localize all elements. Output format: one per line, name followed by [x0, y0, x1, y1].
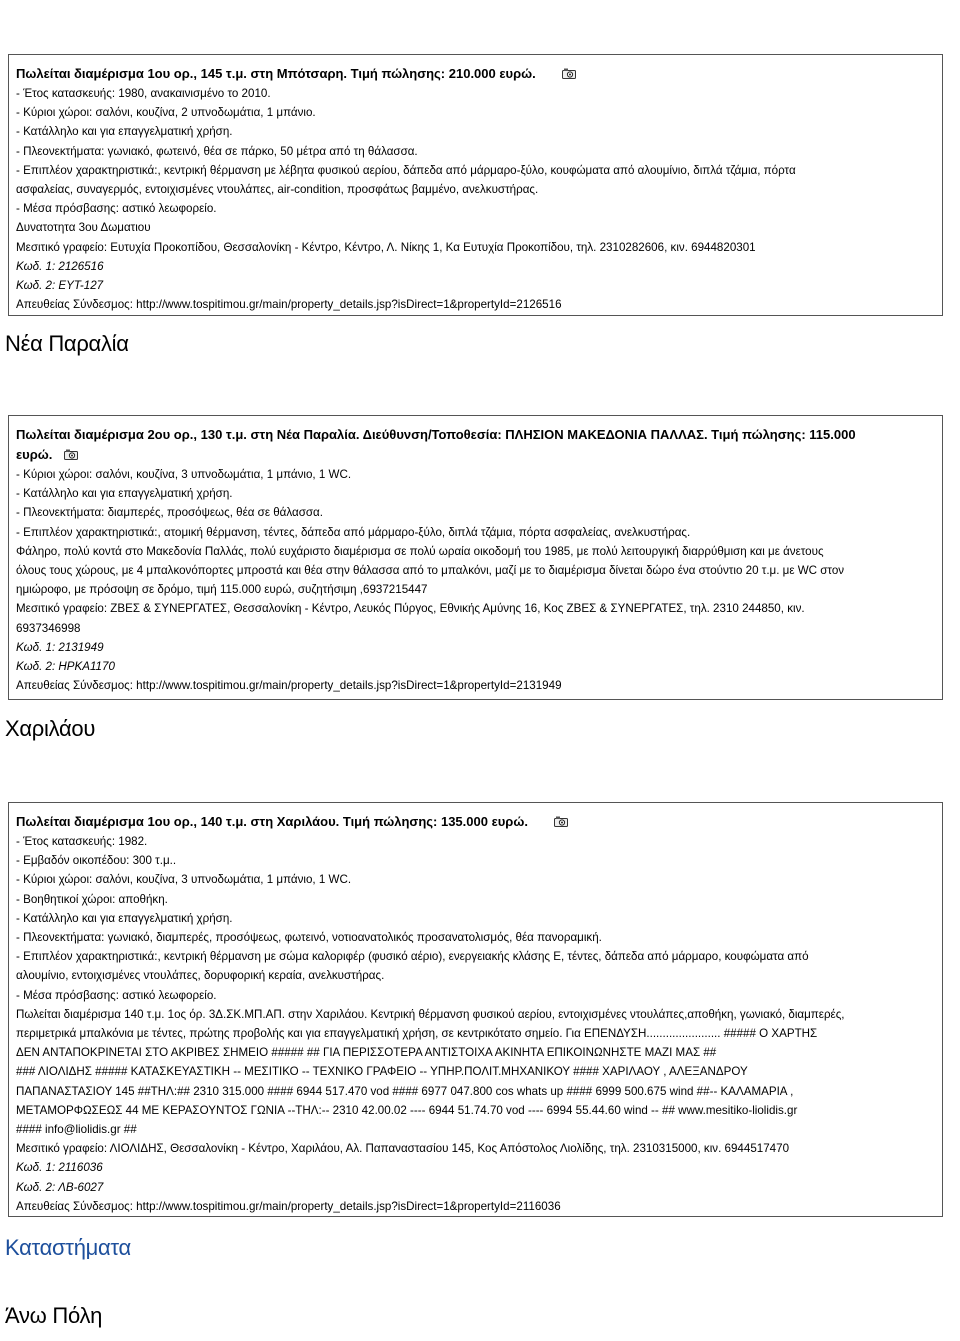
code-1: Κωδ. 1: 2126516 — [16, 259, 104, 273]
listing-detail: - Κατάλληλο και για επαγγελματική χρήση. — [16, 125, 233, 139]
listing-detail: - Εμβαδόν οικοπέδου: 300 τ.μ.. — [16, 854, 177, 868]
code-2: Κωδ. 2: ΛΒ-6027 — [16, 1180, 104, 1194]
listing-detail: αλουμίνιο, εντοιχισμένες ντουλάπες, δορυφορική κεραία, ανελκυστήρας. — [16, 969, 385, 983]
camera-icon[interactable] — [554, 816, 568, 827]
code-1: Κωδ. 1: 2116036 — [16, 1161, 103, 1175]
listing-detail: - Επιπλέον χαρακτηριστικά:, κεντρική θέρμανση με λέβητα φυσικού αερίου, δάπεδα από μάρμαρο-ξύλο, κουφώματα από αλουμίνιο, διπλά τζάμια, πόρτα — [16, 163, 796, 177]
listing-detail: - Επιπλέον χαρακτηριστικά:, κεντρική θέρμανση με σώμα καλοριφέρ (φυσικό αέριο), ενεργειακής κλάσης Ε, τέντες, δάπεδα από μάρμαρο, κουφώματα από — [16, 950, 809, 964]
listing-detail: - Επιπλέον χαρακτηριστικά:, ατομική θέρμανση, τέντες, δάπεδα από μάρμαρο-ξύλο, διπλά τζάμια, πόρτα ασφαλείας, ανελκυστήρας. — [16, 525, 691, 539]
listing-detail: - Πλεονεκτήματα: γωνιακό, διαμπερές, προσόψεως, φωτεινό, νοτιοανατολικός προσανατολισμός, θέα πανοραμική. — [16, 931, 602, 945]
listing-description: ΔΕΝ ΑΝΤΑΠΟΚΡΙΝΕΤΑΙ ΣΤΟ ΑΚΡΙΒΕΣ ΣΗΜΕΙΟ ##### ## ΓΙΑ ΠΕΡΙΣΣΟΤΕΡΑ ΑΝΤΙΣΤΟΙΧΑ ΑΚΙΝΗΤΑ ΕΠΙΚΟΙΝΩΝΗΣΤΕ ΜΑΖΙ ΜΑΣ ## — [16, 1046, 717, 1060]
listing-detail: ασφαλείας, συναγερμός, εντοιχισμένες ντουλάπες, air-condition, προσφάτως βαμμένο, ανελκυστήρας. — [16, 183, 539, 197]
listing-detail: - Πλεονεκτήματα: γωνιακό, φωτεινό, θέα σε πάρκο, 50 μέτρα από τη θάλασσα. — [16, 144, 418, 158]
listing-description: όλους τους χώρους, με 4 μπαλκονόπορτες μπροστά και θέα στην θάλασσα από το μπαλκόνι, μαζί με το διαμέρισμα δίνεται δώρο ένα στούντιο 20 τ.μ. με WC στον — [16, 564, 845, 578]
listing-detail: - Μέσα πρόσβασης: αστικό λεωφορείο. — [16, 202, 217, 216]
listing-detail: - Έτος κατασκευής: 1982. — [16, 835, 148, 848]
listing-title: Πωλείται διαμέρισμα 1ου ορ., 145 τ.μ. στη Μπότσαρη. Τιμή πώλησης: 210.000 ευρώ. — [16, 64, 934, 84]
listing-title: Πωλείται διαμέρισμα 1ου ορ., 140 τ.μ. στη Χαριλάου. Τιμή πώλησης: 135.000 ευρώ. — [16, 812, 934, 832]
listing-detail: - Πλεονεκτήματα: διαμπερές, προσόψεως, θέα σε θάλασσα. — [16, 506, 323, 520]
listing-description: ### ΛΙΟΛΙΔΗΣ ##### ΚΑΤΑΣΚΕΥΑΣΤΙΚΗ -- ΜΕΣΙΤΙΚΟ -- ΤΕΧΝΙΚΟ ΓΡΑΦΕΙΟ -- ΥΠΗΡ.ΠΟΛΙΤ.ΜΗΧΑΝΙΚΟΥ #### ΧΑΡΙΛΑΟΥ , ΑΛΕΞΑΝΔΡΟΥ — [16, 1065, 748, 1079]
listing-description: Φάληρο, πολύ κοντά στο Μακεδονία Παλλάς, πολύ ευχάριστο διαμέρισμα σε πολύ ωραία οικοδομή του 1985, με πολύ λειτουργική διαρρύθμιση και με άνετους — [16, 544, 824, 558]
listing-description: ΠΑΠΑΝΑΣΤΑΣΙΟΥ 145 ##ΤΗΛ:## 2310 315.000 #### 6944 517.470 vod #### 6977 047.800 cos whats up #### 6999 500.675 wind ##-- ΚΑΛΑΜΑΡΙΑ , — [16, 1084, 794, 1098]
direct-link[interactable]: Απευθείας Σύνδεσμος: http://www.tospitimou.gr/main/property_details.jsp?isDirect=1&propertyId=2116036 — [16, 1199, 561, 1213]
listing-detail: - Κατάλληλο και για επαγγελματική χρήση. — [16, 911, 233, 925]
section-heading-ano-poli: Άνω Πόλη — [5, 1303, 103, 1328]
agency-line: 6937346998 — [16, 621, 81, 635]
listing-description: ΜΕΤΑΜΟΡΦΩΣΕΩΣ 44 ΜΕ ΚΕΡΑΣΟΥΝΤΟΣ ΓΩΝΙΑ --ΤΗΛ:-- 2310 42.00.02 ---- 6944 51.74.70 vod ---- 6994 55.44.60 wind -- ## www.mesitiko-liolidis.gr — [16, 1103, 798, 1117]
section-link-katastimata[interactable]: Καταστήματα — [5, 1235, 131, 1260]
direct-link[interactable]: Απευθείας Σύνδεσμος: http://www.tospitimou.gr/main/property_details.jsp?isDirect=1&propertyId=2126516 — [16, 298, 562, 312]
code-2: Κωδ. 2: ΕΥΤ-127 — [16, 279, 104, 293]
listing-card — [8, 54, 943, 316]
code-1: Κωδ. 1: 2131949 — [16, 640, 104, 654]
listing-title: Πωλείται διαμέρισμα 2ου ορ., 130 τ.μ. στη Νέα Παραλία. Διεύθυνση/Τοποθεσία: ΠΛΗΣΙΟΝ ΜΑΚΕΔΟΝΙΑ ΠΑΛΛΑΣ. Τιμή πώλησης: 115.000 — [16, 427, 856, 442]
listing-card — [8, 415, 943, 700]
code-2: Κωδ. 2: ΗΡΚΑ1170 — [16, 660, 115, 674]
agency-line: Μεσιτικό γραφείο: ΖΒΕΣ & ΣΥΝΕΡΓΑΤΕΣ, Θεσσαλονίκη - Κέντρο, Λευκός Πύργος, Εθνικής Αμύνης 16, Κος ΖΒΕΣ & ΣΥΝΕΡΓΑΤΕΣ, τηλ. 2310 244850, κιν. — [16, 602, 805, 616]
listing-detail: - Κατάλληλο και για επαγγελματική χρήση. — [16, 487, 233, 501]
section-heading-nea-paralia: Νέα Παραλία — [5, 331, 129, 356]
listing-detail: - Έτος κατασκευής: 1980, ανακαινισμένο το 2010. — [16, 87, 271, 100]
listing-detail: - Μέσα πρόσβασης: αστικό λεωφορείο. — [16, 988, 217, 1002]
listing-description: #### info@liolidis.gr ## — [16, 1123, 137, 1137]
listing-detail: - Κύριοι χώροι: σαλόνι, κουζίνα, 3 υπνοδωμάτια, 1 μπάνιο, 1 WC. — [16, 468, 352, 481]
listing-detail: - Βοηθητικοί χώροι: αποθήκη. — [16, 892, 168, 906]
listing-card — [8, 802, 943, 1217]
listing-description: Πωλείται διαμέρισμα 140 τ.μ. 1ος όρ. 3Δ.ΣΚ.ΜΠ.ΑΠ. στην Χαριλάου. Κεντρική θέρμανση φυσικού αερίου, εντοιχισμένες ντουλάπες,αποθήκη, γωνιακό, διαμπερές, — [16, 1007, 845, 1021]
camera-icon[interactable] — [64, 449, 78, 460]
listing-description: περιμετρικά μπαλκόνια με τέντες, πρώτης προβολής και για επαγγελματική χρήση, σε κεντρικότατο σημείο. Για ΕΠΕΝΔΥΣΗ....................... ##### Ο ΧΑΡΤΗΣ — [16, 1027, 818, 1041]
section-heading-harilaou: Χαριλάου — [5, 716, 96, 741]
listing-title-continued: ευρώ. — [16, 445, 934, 465]
listing-detail: Δυνατοτητα 3ου Δωματιου — [16, 221, 151, 235]
listing-detail: - Κύριοι χώροι: σαλόνι, κουζίνα, 2 υπνοδωμάτια, 1 μπάνιο. — [16, 106, 316, 120]
agency-line: Μεσιτικό γραφείο: Ευτυχία Προκοπίδου, Θεσσαλονίκη - Κέντρο, Κέντρο, Λ. Νίκης 1, Κα Ευτυχία Προκοπίδου, τηλ. 2310282606, κιν. 6944820301 — [16, 240, 756, 254]
listing-description: ημιώροφο, με πρόσοψη σε δρόμο, τιμή 115.000 ευρώ, συζητήσιμη ,6937215447 — [16, 583, 428, 597]
direct-link[interactable]: Απευθείας Σύνδεσμος: http://www.tospitimou.gr/main/property_details.jsp?isDirect=1&propertyId=2131949 — [16, 679, 562, 693]
agency-line: Μεσιτικό γραφείο: ΛΙΟΛΙΔΗΣ, Θεσσαλονίκη - Κέντρο, Χαριλάου, Αλ. Παπαναστασίου 145, Κος Απόστολος Λιολίδης, τηλ. 2310315000, κιν. 6944517470 — [16, 1142, 790, 1156]
listing-detail: - Κύριοι χώροι: σαλόνι, κουζίνα, 3 υπνοδωμάτια, 1 μπάνιο, 1 WC. — [16, 873, 352, 887]
camera-icon[interactable] — [562, 68, 576, 79]
